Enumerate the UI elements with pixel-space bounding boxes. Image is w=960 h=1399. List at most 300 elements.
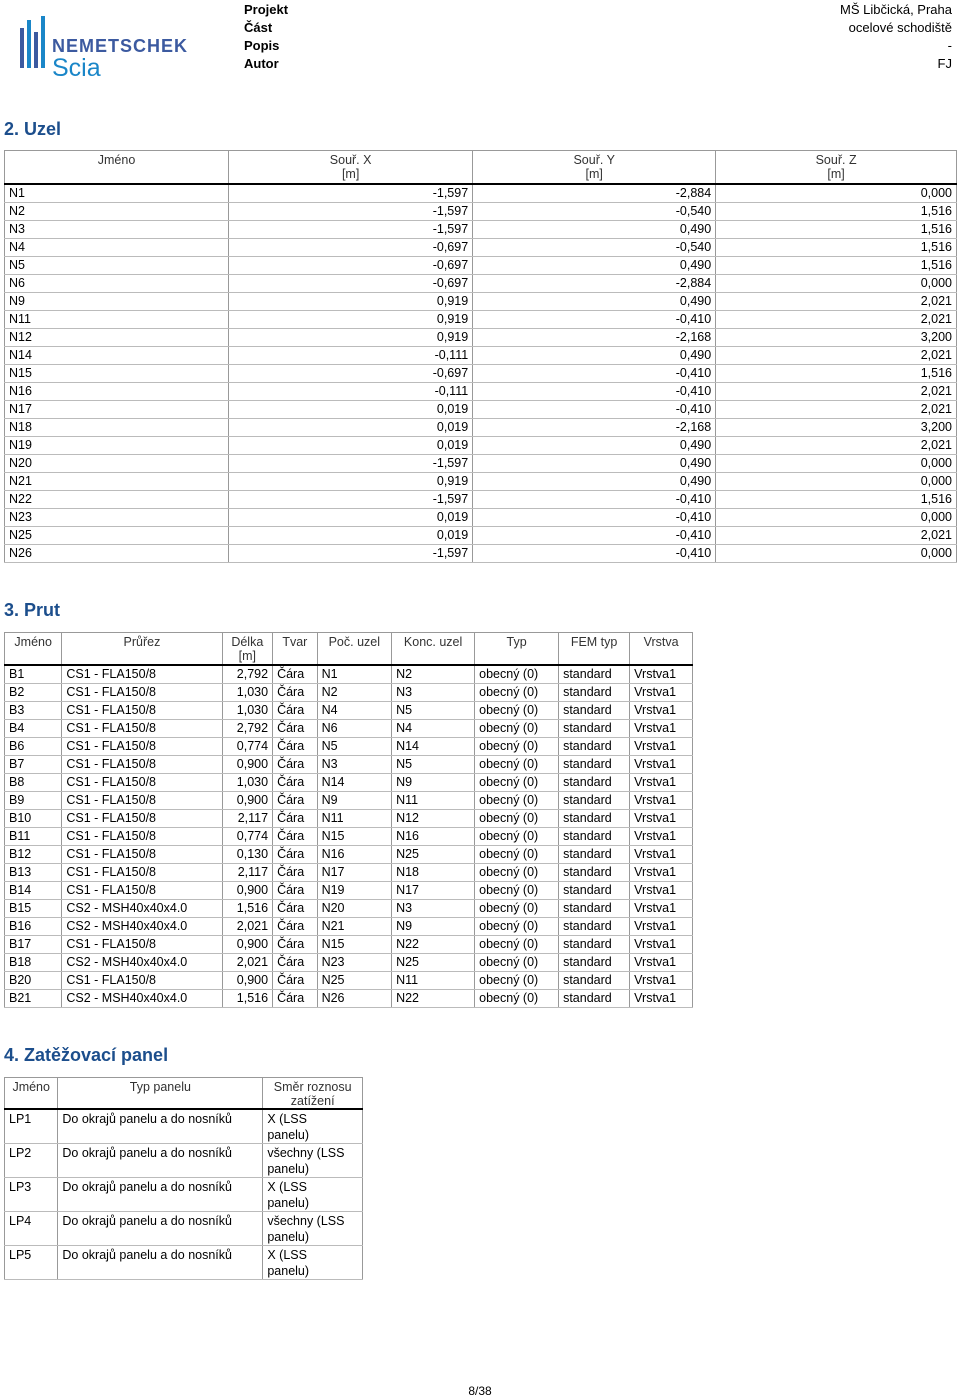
table-cell: Čára xyxy=(273,684,318,702)
table-row xyxy=(5,864,693,882)
column-header xyxy=(263,1078,363,1110)
table-cell: N9 xyxy=(5,293,229,311)
column-header xyxy=(229,151,473,185)
table-cell: -0,410 xyxy=(473,401,716,419)
table-row xyxy=(5,954,693,972)
table-cell: N20 xyxy=(317,900,392,918)
header-value-project: MŠ Libčická, Praha xyxy=(840,2,952,17)
table-row xyxy=(5,1109,363,1144)
table-row xyxy=(5,774,693,792)
table-cell: CS1 - FLA150/8 xyxy=(62,720,222,738)
table-cell: Vrstva1 xyxy=(630,900,693,918)
table-cell: Čára xyxy=(273,792,318,810)
table-row xyxy=(5,882,693,900)
header-labels xyxy=(244,1,288,73)
column-header-label: Jméno xyxy=(12,1080,50,1094)
table-cell: 0,919 xyxy=(229,473,473,491)
table-row xyxy=(5,275,957,293)
table-cell: LP1 xyxy=(5,1109,58,1144)
table-cell: obecný (0) xyxy=(475,665,559,684)
table-cell: Vrstva1 xyxy=(630,810,693,828)
table-cell: 0,130 xyxy=(222,846,273,864)
column-header xyxy=(559,633,630,666)
table-cell: N15 xyxy=(317,828,392,846)
table-cell: -0,111 xyxy=(229,347,473,365)
table-cell: B12 xyxy=(5,846,62,864)
table-cell: N16 xyxy=(5,383,229,401)
table-cell: N2 xyxy=(392,665,475,684)
table-cell: 2,117 xyxy=(222,864,273,882)
table-cell: N17 xyxy=(317,864,392,882)
table-cell: obecný (0) xyxy=(475,972,559,990)
table-cell: -1,597 xyxy=(229,221,473,239)
table-cell: -0,410 xyxy=(473,509,716,527)
table-cell: -0,410 xyxy=(473,527,716,545)
table-cell: CS1 - FLA150/8 xyxy=(62,792,222,810)
table-cell: 0,000 xyxy=(716,455,957,473)
table-cell: N11 xyxy=(392,792,475,810)
header-value-part: ocelové schodiště xyxy=(848,20,952,35)
table-cell: N3 xyxy=(392,684,475,702)
table-cell: N3 xyxy=(5,221,229,239)
table-cell: Do okrajů panelu a do nosníků xyxy=(58,1212,263,1246)
table-cell: B4 xyxy=(5,720,62,738)
table-cell: CS1 - FLA150/8 xyxy=(62,882,222,900)
table-cell: B14 xyxy=(5,882,62,900)
column-header xyxy=(716,151,957,185)
table-cell: obecný (0) xyxy=(475,936,559,954)
table-cell: N11 xyxy=(317,810,392,828)
table-cell: Čára xyxy=(273,774,318,792)
table-cell: 0,900 xyxy=(222,756,273,774)
table-cell: N12 xyxy=(5,329,229,347)
table-cell: obecný (0) xyxy=(475,828,559,846)
table-cell: -0,540 xyxy=(473,239,716,257)
table-cell: -2,168 xyxy=(473,419,716,437)
table-cell: -0,111 xyxy=(229,383,473,401)
table-cell: CS1 - FLA150/8 xyxy=(62,774,222,792)
table-cell: 0,919 xyxy=(229,329,473,347)
table-cell: obecný (0) xyxy=(475,900,559,918)
table-cell: 0,019 xyxy=(229,509,473,527)
table-row xyxy=(5,900,693,918)
table-cell: Čára xyxy=(273,972,318,990)
direction-line-2: panelu) xyxy=(267,1230,310,1244)
table-cell: Čára xyxy=(273,900,318,918)
table-cell: CS2 - MSH40x40x4.0 xyxy=(62,954,222,972)
column-header xyxy=(62,633,222,666)
table-cell: Čára xyxy=(273,918,318,936)
table-cell: -2,168 xyxy=(473,329,716,347)
table-cell: N17 xyxy=(5,401,229,419)
logo-product: Scia xyxy=(52,54,101,82)
table-row xyxy=(5,365,957,383)
table-cell: N14 xyxy=(317,774,392,792)
table-cell: Vrstva1 xyxy=(630,972,693,990)
table-cell: Čára xyxy=(273,990,318,1008)
direction-line-2: panelu) xyxy=(267,1264,310,1278)
table-cell: N5 xyxy=(5,257,229,275)
table-row xyxy=(5,1178,363,1212)
table-cell: 0,000 xyxy=(716,184,957,203)
table-cell: N11 xyxy=(392,972,475,990)
table-cell: standard xyxy=(559,774,630,792)
table-cell: Čára xyxy=(273,810,318,828)
table-cell: -1,597 xyxy=(229,203,473,221)
table-cell: Vrstva1 xyxy=(630,720,693,738)
table-row xyxy=(5,383,957,401)
table-row xyxy=(5,509,957,527)
direction-line-2: panelu) xyxy=(267,1162,310,1176)
table-cell: standard xyxy=(559,864,630,882)
table-cell: 2,021 xyxy=(716,383,957,401)
table-cell: 1,030 xyxy=(222,684,273,702)
table-row xyxy=(5,1246,363,1280)
table-row xyxy=(5,257,957,275)
column-header xyxy=(317,633,392,666)
table-cell: B13 xyxy=(5,864,62,882)
table-cell: CS1 - FLA150/8 xyxy=(62,684,222,702)
table-row xyxy=(5,203,957,221)
direction-line-2: panelu) xyxy=(267,1196,310,1210)
table-cell: Vrstva1 xyxy=(630,828,693,846)
table-cell: 0,900 xyxy=(222,792,273,810)
table-row xyxy=(5,846,693,864)
table-cell: N5 xyxy=(392,756,475,774)
table-cell: B15 xyxy=(5,900,62,918)
table-cell: obecný (0) xyxy=(475,684,559,702)
table-row xyxy=(5,311,957,329)
table-cell: 2,792 xyxy=(222,720,273,738)
table-cell: Čára xyxy=(273,936,318,954)
table-cell: Vrstva1 xyxy=(630,954,693,972)
table-cell: 0,490 xyxy=(473,437,716,455)
table-row xyxy=(5,1212,363,1246)
table-cell: B2 xyxy=(5,684,62,702)
table-cell xyxy=(263,1109,363,1144)
table-row xyxy=(5,972,693,990)
header-label-project: Projekt xyxy=(244,2,289,17)
table-cell: N11 xyxy=(5,311,229,329)
table-row xyxy=(5,1144,363,1178)
table-cell: Vrstva1 xyxy=(630,792,693,810)
table-cell: CS2 - MSH40x40x4.0 xyxy=(62,990,222,1008)
table-cell: N14 xyxy=(5,347,229,365)
table-cell: Čára xyxy=(273,954,318,972)
table-cell: B6 xyxy=(5,738,62,756)
column-header-label: Průřez xyxy=(123,635,161,649)
header-value-author: FJ xyxy=(937,56,952,71)
table-cell: -0,410 xyxy=(473,311,716,329)
table-cell: Čára xyxy=(273,846,318,864)
table-cell: 0,490 xyxy=(473,257,716,275)
page-number: 8/38 xyxy=(468,1384,492,1398)
column-header-label: Poč. uzel xyxy=(328,635,381,649)
table-cell: N19 xyxy=(5,437,229,455)
table-cell: N2 xyxy=(5,203,229,221)
table-cell: Vrstva1 xyxy=(630,882,693,900)
table-row xyxy=(5,239,957,257)
direction-line-1: X (LSS xyxy=(267,1248,307,1262)
table-row xyxy=(5,936,693,954)
table-cell: 2,021 xyxy=(222,918,273,936)
section-title-panels: 4. Zatěžovací panel xyxy=(4,1045,169,1065)
column-header-unit: [m] xyxy=(827,167,845,181)
table-cell: N5 xyxy=(317,738,392,756)
table-cell: CS2 - MSH40x40x4.0 xyxy=(62,900,222,918)
table-cell: standard xyxy=(559,882,630,900)
table-cell: obecný (0) xyxy=(475,882,559,900)
table-cell: CS2 - MSH40x40x4.0 xyxy=(62,918,222,936)
table-cell: standard xyxy=(559,846,630,864)
table-cell: obecný (0) xyxy=(475,846,559,864)
table-cell: CS1 - FLA150/8 xyxy=(62,756,222,774)
table-cell: 0,000 xyxy=(716,275,957,293)
column-header xyxy=(5,633,62,666)
table-cell: -2,884 xyxy=(473,275,716,293)
table-cell: Čára xyxy=(273,864,318,882)
table-cell: N1 xyxy=(5,184,229,203)
column-header-label: Typ xyxy=(506,635,527,649)
table-cell: obecný (0) xyxy=(475,738,559,756)
table-cell: N4 xyxy=(5,239,229,257)
table-cell: B21 xyxy=(5,990,62,1008)
table-cell: 3,200 xyxy=(716,419,957,437)
header-label-part: Část xyxy=(244,20,273,35)
table-cell: standard xyxy=(559,756,630,774)
table-cell: N26 xyxy=(317,990,392,1008)
table-row xyxy=(5,810,693,828)
direction-line-1: X (LSS xyxy=(267,1112,307,1126)
table-cell: standard xyxy=(559,720,630,738)
table-cell: Čára xyxy=(273,882,318,900)
table-row xyxy=(5,720,693,738)
column-header xyxy=(222,633,273,666)
table-cell: Čára xyxy=(273,756,318,774)
table-row xyxy=(5,293,957,311)
table-cell: 0,490 xyxy=(473,455,716,473)
column-header-unit: [m] xyxy=(238,649,256,663)
table-cell: CS1 - FLA150/8 xyxy=(62,702,222,720)
header-label-author: Autor xyxy=(244,56,279,71)
table-cell: B10 xyxy=(5,810,62,828)
table-cell: -0,410 xyxy=(473,365,716,383)
table-cell: N1 xyxy=(317,665,392,684)
table-row xyxy=(5,792,693,810)
table-cell: Vrstva1 xyxy=(630,774,693,792)
table-cell: standard xyxy=(559,990,630,1008)
table-cell: N6 xyxy=(317,720,392,738)
table-cell: Čára xyxy=(273,665,318,684)
table-cell: obecný (0) xyxy=(475,720,559,738)
table-cell: -1,597 xyxy=(229,455,473,473)
table-cell: 1,030 xyxy=(222,774,273,792)
table-cell: N4 xyxy=(317,702,392,720)
table-cell: 0,000 xyxy=(716,509,957,527)
table-cell: obecný (0) xyxy=(475,990,559,1008)
table-cell: B1 xyxy=(5,665,62,684)
table-cell: standard xyxy=(559,936,630,954)
table-cell: N4 xyxy=(392,720,475,738)
table-cell: N12 xyxy=(392,810,475,828)
table-cell: N25 xyxy=(5,527,229,545)
table-row xyxy=(5,918,693,936)
table-cell: N18 xyxy=(392,864,475,882)
table-cell: B7 xyxy=(5,756,62,774)
table-cell: B18 xyxy=(5,954,62,972)
table-cell: CS1 - FLA150/8 xyxy=(62,810,222,828)
table-cell: Do okrajů panelu a do nosníků xyxy=(58,1144,263,1178)
column-header-unit: zatížení xyxy=(290,1094,335,1108)
table-row xyxy=(5,527,957,545)
table-cell: 1,516 xyxy=(716,257,957,275)
table-cell: Do okrajů panelu a do nosníků xyxy=(58,1109,263,1144)
table-cell: 0,490 xyxy=(473,221,716,239)
table-row xyxy=(5,491,957,509)
table-row xyxy=(5,545,957,563)
table-cell: 1,516 xyxy=(222,990,273,1008)
table-cell: CS1 - FLA150/8 xyxy=(62,864,222,882)
table-cell: N22 xyxy=(392,990,475,1008)
table-cell: Vrstva1 xyxy=(630,990,693,1008)
table-cell: 0,774 xyxy=(222,738,273,756)
table-row xyxy=(5,329,957,347)
table-cell: standard xyxy=(559,954,630,972)
column-header-label: Tvar xyxy=(282,635,308,649)
header-label-description: Popis xyxy=(244,38,280,53)
column-header-label: Typ panelu xyxy=(129,1080,191,1094)
table-cell: N9 xyxy=(392,918,475,936)
table-cell: B9 xyxy=(5,792,62,810)
table-cell: CS1 - FLA150/8 xyxy=(62,665,222,684)
table-cell: standard xyxy=(559,810,630,828)
table-cell: N25 xyxy=(392,846,475,864)
table-cell: Vrstva1 xyxy=(630,756,693,774)
table-cell: -0,410 xyxy=(473,545,716,563)
table-cell: standard xyxy=(559,972,630,990)
table-row xyxy=(5,756,693,774)
table-row xyxy=(5,684,693,702)
table-row xyxy=(5,437,957,455)
table-cell: CS1 - FLA150/8 xyxy=(62,828,222,846)
table-cell: Vrstva1 xyxy=(630,665,693,684)
table-row xyxy=(5,184,957,203)
logo-brand: NEMETSCHEK xyxy=(52,36,189,56)
table-cell: N3 xyxy=(317,756,392,774)
table-cell: 0,000 xyxy=(716,473,957,491)
table-cell: 2,021 xyxy=(716,401,957,419)
table-cell: N16 xyxy=(392,828,475,846)
table-cell: N25 xyxy=(317,972,392,990)
direction-line-1: všechny (LSS xyxy=(267,1146,345,1160)
table-cell: Čára xyxy=(273,720,318,738)
table-cell: obecný (0) xyxy=(475,864,559,882)
table-cell: 0,490 xyxy=(473,473,716,491)
table-cell: standard xyxy=(559,684,630,702)
table-cell: CS1 - FLA150/8 xyxy=(62,936,222,954)
table-cell: LP4 xyxy=(5,1212,58,1246)
table-row xyxy=(5,665,693,684)
table-cell: 1,516 xyxy=(716,365,957,383)
table-cell: N16 xyxy=(317,846,392,864)
table-cell: N3 xyxy=(392,900,475,918)
table-cell: CS1 - FLA150/8 xyxy=(62,846,222,864)
table-cell: Vrstva1 xyxy=(630,702,693,720)
table-cell: B11 xyxy=(5,828,62,846)
table-cell: standard xyxy=(559,900,630,918)
table-cell: B17 xyxy=(5,936,62,954)
table-cell: N19 xyxy=(317,882,392,900)
table-cell: standard xyxy=(559,665,630,684)
column-header xyxy=(630,633,693,666)
table-cell: B16 xyxy=(5,918,62,936)
bars-table xyxy=(4,632,693,1008)
table-cell: -1,597 xyxy=(229,545,473,563)
table-cell: 2,021 xyxy=(716,437,957,455)
table-cell: N23 xyxy=(317,954,392,972)
table-cell: N22 xyxy=(392,936,475,954)
table-cell: N6 xyxy=(5,275,229,293)
table-cell: obecný (0) xyxy=(475,810,559,828)
table-row xyxy=(5,455,957,473)
table-cell: 2,117 xyxy=(222,810,273,828)
table-cell: -0,410 xyxy=(473,491,716,509)
table-cell: obecný (0) xyxy=(475,918,559,936)
table-cell: CS1 - FLA150/8 xyxy=(62,972,222,990)
column-header-label: Souř. X xyxy=(329,153,372,167)
table-cell: 2,021 xyxy=(716,527,957,545)
column-header-label: Konc. uzel xyxy=(403,635,463,649)
table-cell: standard xyxy=(559,792,630,810)
table-cell: 1,516 xyxy=(222,900,273,918)
table-cell: obecný (0) xyxy=(475,954,559,972)
table-cell: B20 xyxy=(5,972,62,990)
table-cell: -0,697 xyxy=(229,275,473,293)
table-cell: 2,021 xyxy=(716,311,957,329)
table-cell: 0,900 xyxy=(222,882,273,900)
table-cell: 2,792 xyxy=(222,665,273,684)
table-cell: 0,019 xyxy=(229,527,473,545)
table-cell: Čára xyxy=(273,702,318,720)
table-cell: N26 xyxy=(5,545,229,563)
table-cell: 0,900 xyxy=(222,936,273,954)
table-cell: 0,000 xyxy=(716,545,957,563)
table-cell: -0,697 xyxy=(229,257,473,275)
column-header-label: Souř. Y xyxy=(573,153,615,167)
column-header-label: Vrstva xyxy=(643,635,679,649)
table-cell: B3 xyxy=(5,702,62,720)
page-header xyxy=(0,0,960,80)
table-cell: N9 xyxy=(317,792,392,810)
table-cell: standard xyxy=(559,702,630,720)
column-header-label: Jméno xyxy=(97,153,136,167)
table-cell: 2,021 xyxy=(716,293,957,311)
table-cell: 0,774 xyxy=(222,828,273,846)
table-cell: obecný (0) xyxy=(475,792,559,810)
table-row xyxy=(5,419,957,437)
table-cell: standard xyxy=(559,918,630,936)
direction-line-1: X (LSS xyxy=(267,1180,307,1194)
table-cell: standard xyxy=(559,738,630,756)
table-cell: 1,516 xyxy=(716,239,957,257)
table-cell: -2,884 xyxy=(473,184,716,203)
table-cell: Do okrajů panelu a do nosníků xyxy=(58,1178,263,1212)
table-row xyxy=(5,702,693,720)
table-cell: 0,919 xyxy=(229,293,473,311)
table-cell: Vrstva1 xyxy=(630,918,693,936)
table-row xyxy=(5,738,693,756)
table-cell: 1,516 xyxy=(716,203,957,221)
